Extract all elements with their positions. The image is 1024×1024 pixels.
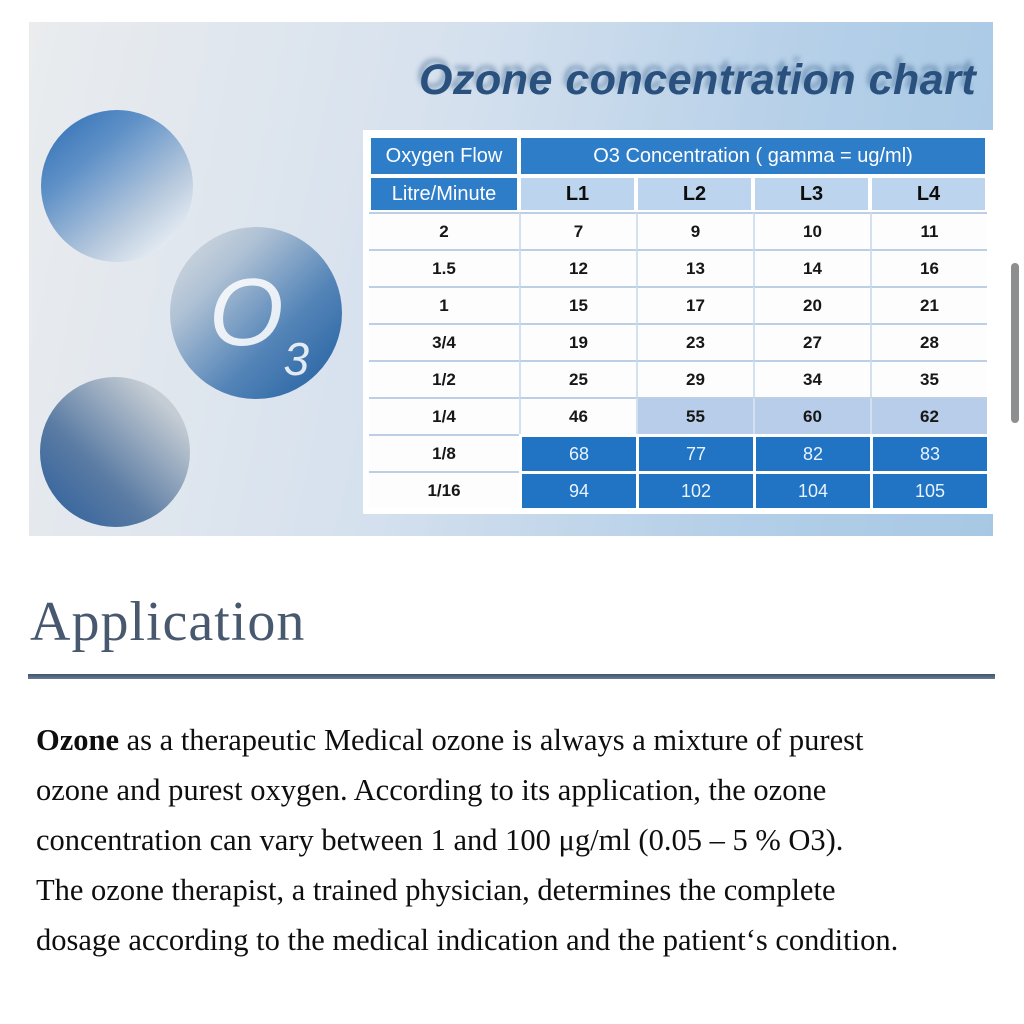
flow-cell: 1 (369, 286, 519, 323)
value-cell: 23 (636, 323, 753, 360)
value-cell: 46 (519, 397, 636, 434)
value-cell: 34 (753, 360, 870, 397)
level-header-l3: L3 (753, 176, 870, 212)
value-cell: 62 (870, 397, 987, 434)
level-header-l2: L2 (636, 176, 753, 212)
value-cell: 60 (753, 397, 870, 434)
span-header-cell: O3 Concentration ( gamma = ug/ml) (519, 136, 987, 176)
table-head (369, 136, 987, 212)
value-cell: 17 (636, 286, 753, 323)
flow-cell: 1/16 (369, 471, 519, 508)
scrollbar-thumb[interactable] (1011, 263, 1019, 423)
value-cell: 20 (753, 286, 870, 323)
value-cell: 15 (519, 286, 636, 323)
corner-header-cell: Oxygen Flow (369, 136, 519, 176)
table-row (369, 397, 987, 434)
section-divider (28, 674, 995, 679)
value-cell: 55 (636, 397, 753, 434)
o3-symbol: O (208, 259, 284, 366)
level-header-l1: L1 (519, 176, 636, 212)
ozone-bubble-top-icon (41, 110, 193, 262)
o3-subscript: 3 (283, 333, 310, 385)
flow-cell: 1/2 (369, 360, 519, 397)
value-cell: 14 (753, 249, 870, 286)
value-cell: 77 (636, 434, 753, 471)
table-row (369, 471, 987, 508)
section-heading: Application (30, 591, 306, 653)
value-cell: 19 (519, 323, 636, 360)
flow-cell: 2 (369, 212, 519, 249)
value-cell: 35 (870, 360, 987, 397)
o3-molecule-label (203, 259, 310, 385)
flow-cell: 1.5 (369, 249, 519, 286)
value-cell: 102 (636, 471, 753, 508)
hero-banner (29, 22, 993, 536)
value-cell: 83 (870, 434, 987, 471)
paragraph-line: dosage according to the medical indication and the patient‘s condition. (36, 923, 899, 957)
value-cell: 29 (636, 360, 753, 397)
value-cell: 27 (753, 323, 870, 360)
table-row (369, 249, 987, 286)
banner-title: Ozone concentration chart (419, 56, 977, 104)
paragraph-lead-word: Ozone (36, 723, 120, 757)
ozone-bubble-bottom-icon (40, 377, 190, 527)
flow-cell: 1/8 (369, 434, 519, 471)
table-row (369, 286, 987, 323)
table-row (369, 360, 987, 397)
value-cell: 9 (636, 212, 753, 249)
paragraph-line: Ozone as a therapeutic Medical ozone is always a mixture of purest (36, 723, 864, 757)
value-cell: 28 (870, 323, 987, 360)
value-cell: 25 (519, 360, 636, 397)
concentration-table (369, 136, 987, 508)
value-cell: 10 (753, 212, 870, 249)
flow-cell: 3/4 (369, 323, 519, 360)
value-cell: 21 (870, 286, 987, 323)
value-cell: 104 (753, 471, 870, 508)
value-cell: 105 (870, 471, 987, 508)
value-cell: 12 (519, 249, 636, 286)
value-cell: 13 (636, 249, 753, 286)
value-cell: 82 (753, 434, 870, 471)
value-cell: 16 (870, 249, 987, 286)
table-body (369, 212, 987, 508)
table-row (369, 212, 987, 249)
value-cell: 7 (519, 212, 636, 249)
flow-cell: 1/4 (369, 397, 519, 434)
application-paragraph (36, 715, 996, 965)
table-row (369, 434, 987, 471)
paragraph-line: The ozone therapist, a trained physician, determines the complete (36, 873, 836, 907)
unit-header-cell: Litre/Minute (369, 176, 519, 212)
concentration-table-wrap (363, 130, 993, 514)
value-cell: 68 (519, 434, 636, 471)
value-cell: 94 (519, 471, 636, 508)
o3-molecule-icon (170, 227, 342, 399)
value-cell: 11 (870, 212, 987, 249)
table-row (369, 323, 987, 360)
paragraph-line: ozone and purest oxygen. According to its application, the ozone (36, 773, 827, 807)
level-header-l4: L4 (870, 176, 987, 212)
paragraph-line: concentration can vary between 1 and 100 μg/ml (0.05 – 5 % O3). (36, 823, 844, 857)
